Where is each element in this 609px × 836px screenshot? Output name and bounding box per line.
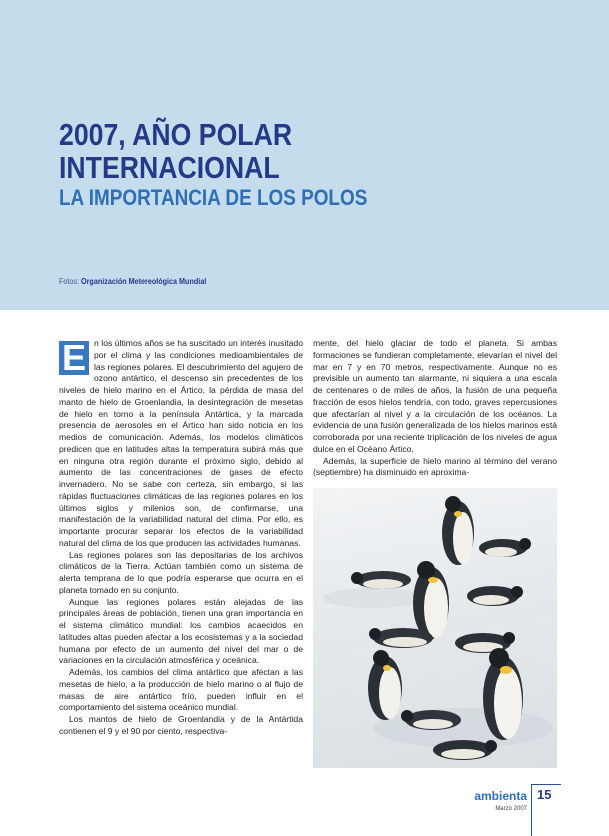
paragraph: mente, del hielo glaciar de todo el planeta. Si ambas formaciones se fundieran completamente, elevarían el nivel del mar en 7 y en 70 metros, respectivamente. Aunque no es previsible un aumento tan alarmante, ni siquiera a una escala de centenares o de miles de años, la fusión de una pequeña fracción de esos hielos tendría, con todo, graves repercusiones que afectarían al nivel y a la circulación de los océanos. La evidencia de una fusión generalizada de los hielos marinos está corroborada por una reciente triplicación de los niveles de agua dulce en el Océano Ártico. [313,338,557,454]
penguin-icon [413,561,449,639]
credit-label: Fotos: [59,277,80,286]
paragraph: Los mantos de hielo de Groenlandia y de la Antártida contienen el 9 y el 90 por ciento, respectiva- [59,714,303,736]
penguin-icon [479,538,531,557]
page-number: 15 [537,787,552,802]
paragraph: n los últimos años se ha suscitado un interés inusitado por el clima y las condiciones medioambientales de las regiones polares. El descubrimiento del agujero de ozono antártico, el descenso sin precedentes de los niveles de hielo marino en el Ártico, la pérdida de masa del manto de hielo de Groenlandia, la desintegración de mesetas de hielo en torno a la península Antártica, y la marcada presencia de aerosoles en el Ártico han sido noticia en los medios de comunicación. Además, los modelos climáticos predicen que en latitudes altas la temperatura subirá más que en ninguna otra región durante el próximo siglo, debido al aumento de las concentraciones de gases de efecto invernadero. No se sabe con certeza, sin embargo, si las rápidas fluctuaciones climáticas de las regiones polares en los últimos siglos y milenios son, de confirmarse, una manifestación de la variabilidad natural del clima. Por ello, es importante procurar separar los efectos de la variabilidad natural del clima de los que producen las actividades humanas. [59,338,303,548]
drop-cap: E [59,341,89,375]
credit-source: Organización Metereológica Mundial [81,277,207,286]
paragraph: Además, los cambios del clima antártico que afectan a las mesetas de hielo, a la producción de hielo marino o al flujo de masas de aire antártico frío, pueden influir en el comportamiento del sistema oceánico mundial. [59,667,303,713]
page-subtitle: LA IMPORTANCIA DE LOS POLOS [59,185,368,210]
magazine-name: ambienta [474,789,527,803]
page-title [59,118,292,184]
penguin-icon [442,496,474,565]
issue-date: Marzo 2007 [495,806,527,812]
penguin-icon [433,740,497,760]
article-column-left [59,338,303,738]
footer-rule [531,784,561,785]
paragraph: Aunque las regiones polares están alejadas de las principales áreas de población, tienen una gran importancia en el sistema climático mundial: los cambios acaecidos en latitudes altas pueden afectar a los ecosistemas y a la sociedad humana por efecto de un aumento del nivel del mar o de variaciones en la circulación atmosférica y oceánica. [59,596,303,666]
penguin-icon [368,650,402,720]
photo-credit [59,277,206,286]
penguin-icon [369,628,433,648]
article-column-right [313,338,557,479]
title-line-1: 2007, AÑO POLAR [59,117,293,152]
footer-rule [531,784,532,836]
penguin-icon [351,571,411,589]
penguins-illustration [313,488,557,768]
penguin-icon [467,586,523,606]
penguin-icon [455,632,515,653]
paragraph: Las regiones polares son las depositarias de los archivos climáticos de la Tierra. Actúan también como un sistema de alerta temprana de lo que podría esperarse que ocurra en el planeta tomado en su conjunto. [59,549,303,595]
paragraph: Además, la superficie de hielo marino al término del verano (septiembre) ha disminuido en aproxima- [313,455,557,478]
penguin-icon [483,648,523,740]
penguins-photo [313,488,557,768]
title-line-2: INTERNACIONAL [59,150,280,185]
